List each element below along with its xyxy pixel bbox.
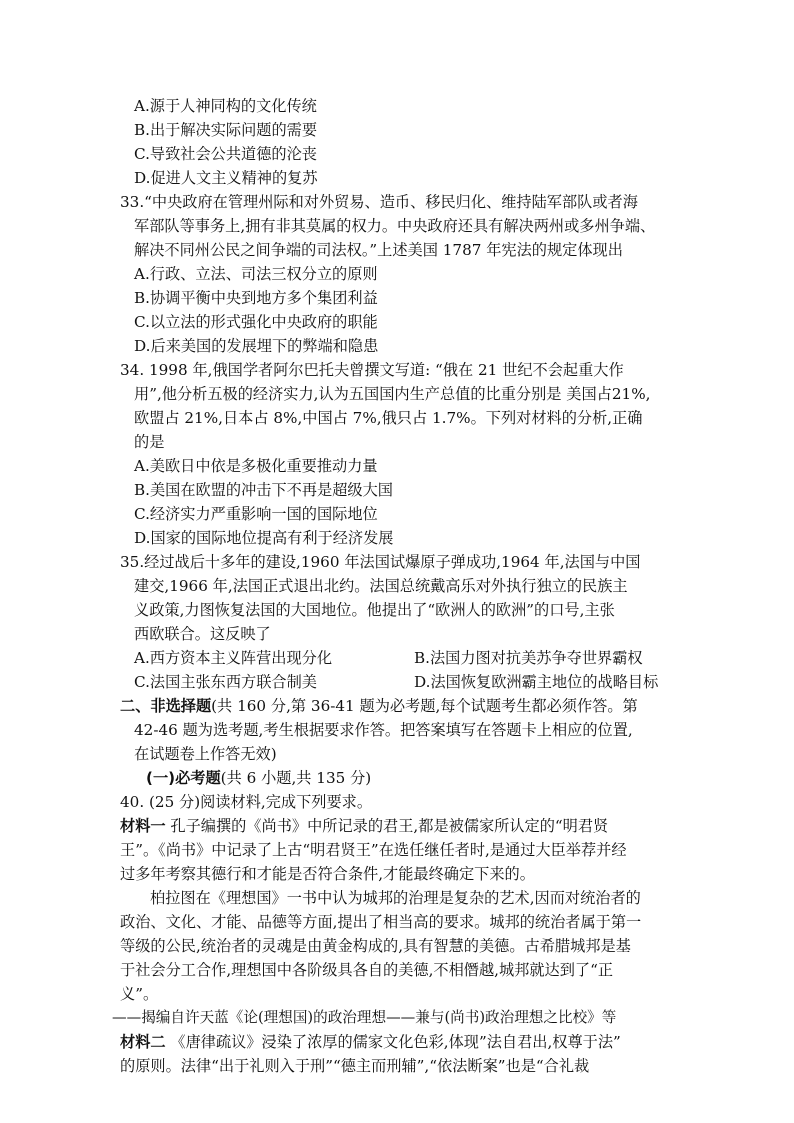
q33-stem-line: 33.“中央政府在管理州际和对外贸易、造币、移民归化、维持陆军部队或者海 bbox=[120, 193, 638, 211]
q35-stem-line: 建交,1966 年,法国正式退出北约。法国总统戴高乐对外执行独立的民族主 bbox=[134, 577, 628, 595]
material-source: ——揭编自许天蓝《论(理想国)的政治理想——兼与(尚书)政治理想之比校》等 bbox=[112, 1009, 617, 1026]
material-1-p2-line: 政治、文化、才能、品德等方面,提出了相当高的要求。城邦的统治者属于第一 bbox=[120, 913, 642, 931]
section2-line: 42-46 题为选考题,考生根据要求作答。把答案填写在答题卡上相应的位置, bbox=[134, 721, 633, 739]
q32-option-a: A.源于人神同构的文化传统 bbox=[134, 97, 317, 115]
material-2-first-line bbox=[120, 1030, 621, 1054]
q33-stem-line: 军部队等事务上,拥有非其莫属的权力。中央政府还具有解决两州或多州争端、 bbox=[134, 217, 656, 235]
material-2-text: 《唐律疏议》浸染了浓厚的儒家文化色彩,体现”法自君出,权尊于法” bbox=[165, 1033, 621, 1051]
subsection-rest: (共 6 小题,共 135 分) bbox=[220, 769, 372, 787]
q34-stem-line: 的是 bbox=[134, 433, 165, 451]
material-2-line: 的原则。法律“出于礼则入于刑”“德主而刑辅”,“依法断案”也是“合礼裁 bbox=[120, 1057, 590, 1075]
q34-stem-line: 用”,他分析五极的经济实力,认为五国国内生产总值的比重分别是 美国占21%, bbox=[134, 385, 651, 403]
q33-option-c: C.以立法的形式强化中央政府的职能 bbox=[134, 313, 378, 331]
q35-stem-line: 西欧联合。这反映了 bbox=[134, 625, 271, 643]
q33-option-b: B.协调平衡中央到地方多个集团利益 bbox=[134, 289, 378, 307]
material-1-p2-line: 等级的公民,统治者的灵魂是由黄金构成的,具有智慧的美德。古希腊城邦是基 bbox=[120, 937, 631, 955]
subsection-heading bbox=[146, 766, 371, 790]
q35-option-b: B.法国力图对抗美苏争夺世界霸权 bbox=[414, 649, 643, 667]
material-1-text: 孔子编撰的《尚书》中所记录的君王,都是被儒家所认定的“明君贤 bbox=[165, 817, 609, 835]
q32-option-d: D.促进人文主义精神的复苏 bbox=[134, 169, 318, 187]
q33-stem-line: 解决不同州公民之间争端的司法权。”上述美国 1787 年宪法的规定体现出 bbox=[134, 241, 623, 259]
q34-option-b: B.美国在欧盟的冲击下不再是超级大国 bbox=[134, 481, 393, 499]
material-1-p2-line: 于社会分工合作,理想国中各阶级具各自的美德,不相僭越,城邦就达到了“正 bbox=[120, 961, 614, 979]
q40-intro: 40. (25 分)阅读材料,完成下列要求。 bbox=[120, 793, 373, 811]
q34-option-d: D.国家的国际地位提高有利于经济发展 bbox=[134, 529, 394, 547]
material-1-p2-line: 义”。 bbox=[120, 985, 159, 1003]
section2-line: 在试题卷上作答无效) bbox=[134, 745, 277, 763]
q32-option-b: B.出于解决实际问题的需要 bbox=[134, 121, 318, 139]
material-2-label: 材料二 bbox=[120, 1033, 166, 1051]
q34-option-c: C.经济实力严重影响一国的国际地位 bbox=[134, 505, 378, 523]
q34-stem-line: 34. 1998 年,俄国学者阿尔巴托夫曾撰文写道: “俄在 21 世纪不会起重大作 bbox=[120, 361, 624, 379]
q32-option-c: C.导致社会公共道德的沦丧 bbox=[134, 145, 317, 163]
material-1-p2-line: 柏拉图在《理想国》一书中认为城邦的治理是复杂的艺术,因而对统治者的 bbox=[150, 889, 641, 907]
q35-option-d: D.法国恢复欧洲霸主地位的战略目标 bbox=[414, 673, 659, 691]
q33-option-d: D.后来美国的发展埋下的弊端和隐患 bbox=[134, 337, 379, 355]
material-1-label: 材料一 bbox=[120, 817, 166, 835]
q35-option-a: A.西方资本主义阵营出现分化 bbox=[134, 649, 333, 667]
subsection-title: (一)必考题 bbox=[146, 769, 221, 787]
q33-option-a: A.行政、立法、司法三权分立的原则 bbox=[134, 265, 378, 283]
section2-title-rest: (共 160 分,第 36-41 题为必考题,每个试题考生都必须作答。第 bbox=[211, 697, 638, 715]
q35-stem-line: 35.经过战后十多年的建设,1960 年法国试爆原子弹成功,1964 年,法国与中国 bbox=[120, 553, 641, 571]
material-1-line: 过多年考察其德行和才能是否符合条件,才能最终确定下来的。 bbox=[120, 865, 535, 883]
q35-option-c: C.法国主张东西方联合制美 bbox=[134, 673, 317, 691]
section2-title: 二、非选择题 bbox=[120, 697, 212, 715]
q34-option-a: A.美欧日中依是多极化重要推动力量 bbox=[134, 457, 378, 475]
q35-stem-line: 义政策,力图恢复法国的大国地位。他提出了“欧洲人的欧洲”的口号,主张 bbox=[134, 601, 615, 619]
section2-heading bbox=[120, 694, 638, 718]
material-1-line: 王”。《尚书》中记录了上古“明君贤王”在选任继任者时,是通过大臣举荐并经 bbox=[120, 841, 627, 859]
q34-stem-line: 欧盟占 21%,日本占 8%,中国占 7%,俄只占 1.7%。下列对材料的分析,正确 bbox=[134, 409, 643, 427]
material-1-first-line bbox=[120, 814, 608, 838]
